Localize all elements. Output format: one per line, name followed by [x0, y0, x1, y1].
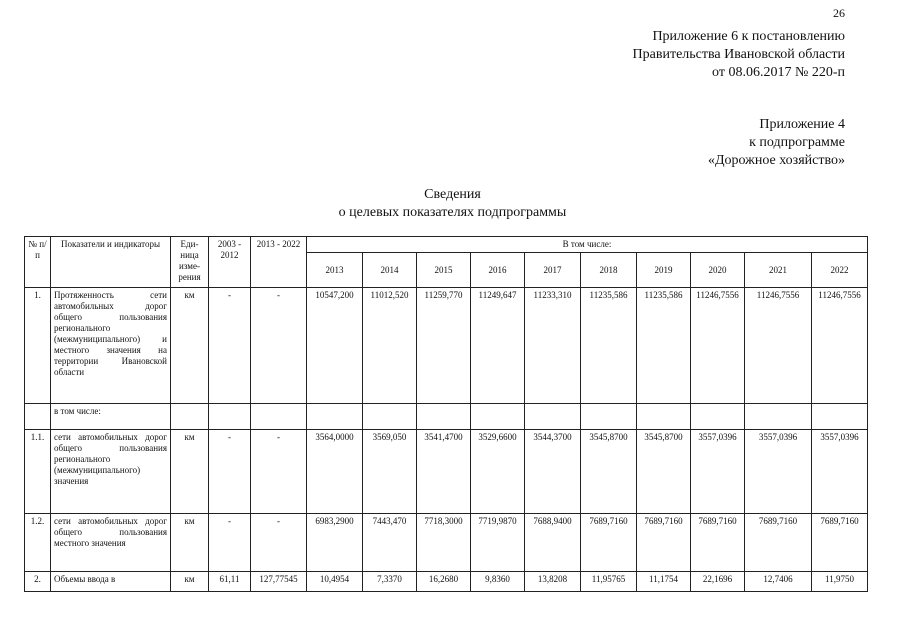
year-value [745, 404, 812, 430]
year-value: 11012,520 [363, 288, 417, 404]
year-value: 11,1754 [637, 572, 691, 592]
year-value: 3557,0396 [745, 430, 812, 514]
row-number: 1. [25, 288, 51, 404]
row-number [25, 404, 51, 430]
period-2003-2012-value: 61,11 [209, 572, 251, 592]
header-year: 2019 [637, 253, 691, 288]
appendix-line: к подпрограмме [749, 135, 845, 150]
period-2003-2012-value [209, 404, 251, 430]
year-value: 11246,7556 [691, 288, 745, 404]
indicator-name: Протяженность сети автомобильных дорог общего пользования регионального (межмуниципального) и местного значения на территории Ивановской области [51, 288, 171, 404]
header-year: 2013 [307, 253, 363, 288]
header-unit: Еди-ница изме-рения [171, 237, 209, 288]
header-year: 2020 [691, 253, 745, 288]
period-2003-2012-value: - [209, 288, 251, 404]
year-value: 11259,770 [417, 288, 471, 404]
year-value: 11235,586 [581, 288, 637, 404]
year-value: 13,8208 [525, 572, 581, 592]
year-value: 11235,586 [637, 288, 691, 404]
year-value: 7719,9870 [471, 514, 525, 572]
year-value: 3564,0000 [307, 430, 363, 514]
header-period-2013-2022: 2013 - 2022 [251, 237, 307, 288]
year-value: 11246,7556 [745, 288, 812, 404]
indicator-name: в том числе: [51, 404, 171, 430]
appendix-reference [633, 28, 845, 82]
unit-cell: км [171, 572, 209, 592]
subprogram-appendix-reference [708, 116, 845, 170]
appendix-line: от 08.06.2017 № 220-п [712, 65, 845, 80]
year-value [363, 404, 417, 430]
year-value: 11,95765 [581, 572, 637, 592]
row-number: 1.1. [25, 430, 51, 514]
header-indicator: Показатели и индикаторы [51, 237, 171, 288]
year-value: 7,3370 [363, 572, 417, 592]
target-indicators-table [24, 236, 868, 592]
row-number: 1.2. [25, 514, 51, 572]
table-row [25, 572, 868, 592]
header-year: 2016 [471, 253, 525, 288]
appendix-line: Приложение 6 к постановлению [652, 29, 845, 44]
year-value: 7689,7160 [812, 514, 868, 572]
year-value: 7443,470 [363, 514, 417, 572]
year-value [812, 404, 868, 430]
title-line: Сведения [424, 187, 481, 202]
year-value: 3545,8700 [581, 430, 637, 514]
year-value: 3569,050 [363, 430, 417, 514]
year-value: 11,9750 [812, 572, 868, 592]
unit-cell: км [171, 514, 209, 572]
subtitle-line: о целевых показателях подпрограммы [338, 205, 567, 220]
header-number: № п/п [25, 237, 51, 288]
table-row [25, 514, 868, 572]
year-value [581, 404, 637, 430]
unit-cell: км [171, 288, 209, 404]
header-year: 2018 [581, 253, 637, 288]
year-value: 22,1696 [691, 572, 745, 592]
year-value: 7689,7160 [637, 514, 691, 572]
header-year: 2015 [417, 253, 471, 288]
document-title [0, 186, 905, 222]
period-2003-2012-value: - [209, 430, 251, 514]
table-row [25, 404, 868, 430]
year-value: 6983,2900 [307, 514, 363, 572]
year-value: 10,4954 [307, 572, 363, 592]
year-value: 3557,0396 [691, 430, 745, 514]
row-number: 2. [25, 572, 51, 592]
page-number: 26 [833, 6, 845, 20]
year-value [637, 404, 691, 430]
indicator-name: сети автомобильных дорог общего пользования регионального (межмуниципального) значения [51, 430, 171, 514]
period-2013-2022-value: 127,77545 [251, 572, 307, 592]
year-value: 9,8360 [471, 572, 525, 592]
header-year: 2017 [525, 253, 581, 288]
year-value: 12,7406 [745, 572, 812, 592]
header-year: 2014 [363, 253, 417, 288]
appendix-line: Правительства Ивановской области [632, 47, 845, 62]
year-value: 7689,7160 [745, 514, 812, 572]
year-value: 7718,3000 [417, 514, 471, 572]
appendix-line: «Дорожное хозяйство» [707, 153, 845, 168]
header-year: 2022 [812, 253, 868, 288]
year-value: 11233,310 [525, 288, 581, 404]
header-period-2003-2012: 2003 - 2012 [209, 237, 251, 288]
year-value [691, 404, 745, 430]
period-2003-2012-value: - [209, 514, 251, 572]
period-2013-2022-value: - [251, 514, 307, 572]
header-including: В том числе: [307, 237, 868, 253]
year-value: 16,2680 [417, 572, 471, 592]
indicator-name: сети автомобильных дорог общего пользования местного значения [51, 514, 171, 572]
period-2013-2022-value [251, 404, 307, 430]
year-value: 3557,0396 [812, 430, 868, 514]
appendix-line: Приложение 4 [759, 117, 845, 132]
year-value: 7689,7160 [691, 514, 745, 572]
period-2013-2022-value: - [251, 430, 307, 514]
year-value [525, 404, 581, 430]
year-value: 10547,200 [307, 288, 363, 404]
year-value [417, 404, 471, 430]
unit-cell: км [171, 430, 209, 514]
indicator-name: Объемы ввода в [51, 572, 171, 592]
year-value: 7689,7160 [581, 514, 637, 572]
year-value: 3544,3700 [525, 430, 581, 514]
year-value: 7688,9400 [525, 514, 581, 572]
year-value: 11249,647 [471, 288, 525, 404]
year-value [307, 404, 363, 430]
year-value: 3545,8700 [637, 430, 691, 514]
year-value: 3529,6600 [471, 430, 525, 514]
unit-cell [171, 404, 209, 430]
header-year: 2021 [745, 253, 812, 288]
period-2013-2022-value: - [251, 288, 307, 404]
table-row [25, 430, 868, 514]
year-value [471, 404, 525, 430]
table-body [25, 288, 868, 592]
table-row [25, 288, 868, 404]
year-value: 3541,4700 [417, 430, 471, 514]
year-value: 11246,7556 [812, 288, 868, 404]
